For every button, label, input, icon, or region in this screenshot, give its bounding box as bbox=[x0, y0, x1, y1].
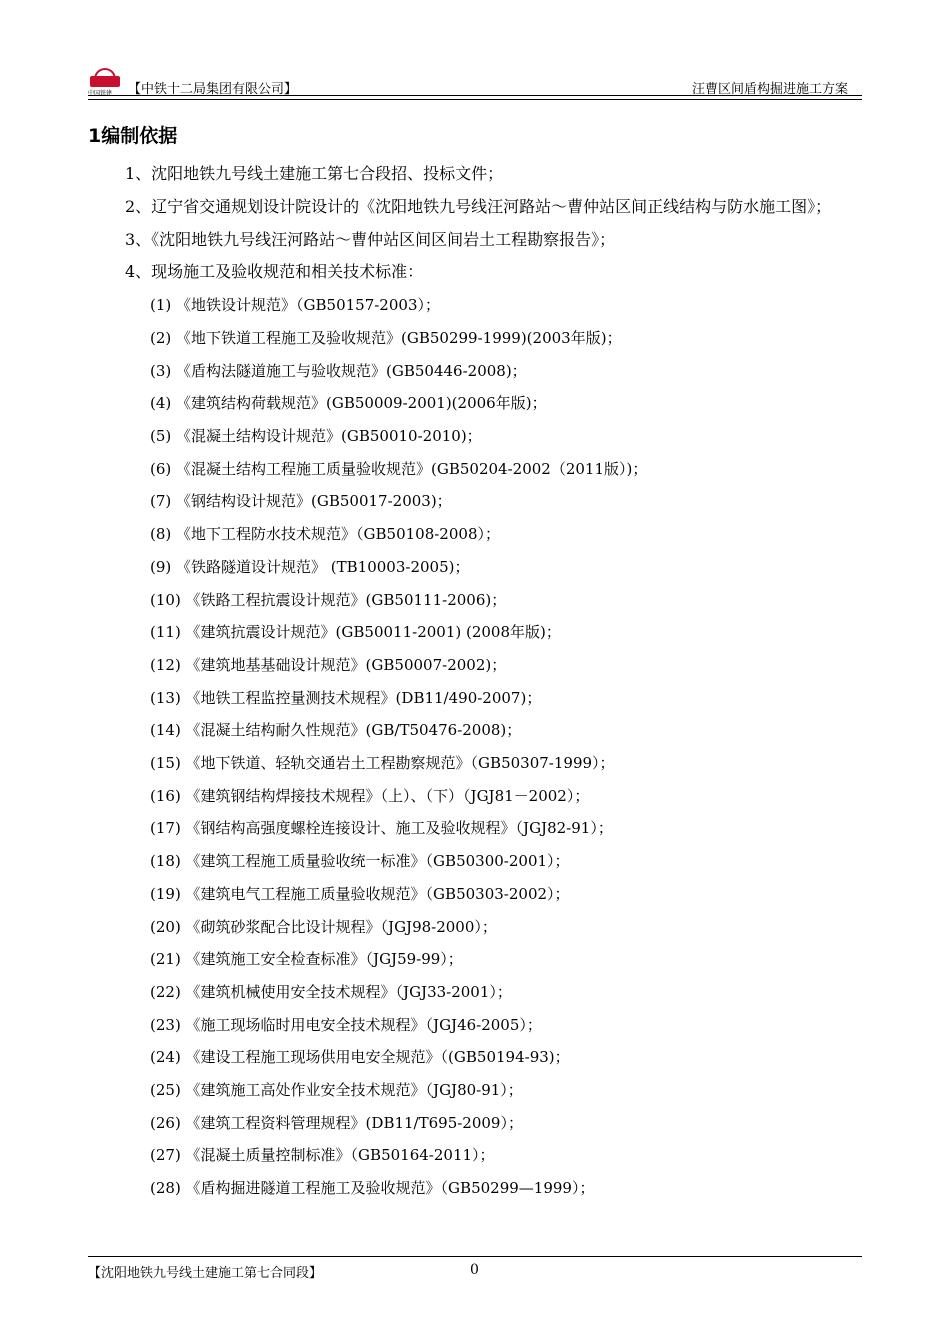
list-item: (22) 《建筑机械使用安全技术规程》（JGJ33-2001）； bbox=[150, 982, 512, 1001]
paragraph: 3、《沈阳地铁九号线汪河路站～曹仲站区间区间岩土工程勘察报告》； bbox=[125, 229, 616, 249]
list-item: (10) 《铁路工程抗震设计规范》(GB50111-2006)； bbox=[150, 590, 507, 609]
list-item: (9) 《铁路隧道设计规范》 (TB10003-2005)； bbox=[150, 557, 470, 576]
document-title: 汪曹区间盾构掘进施工方案 bbox=[691, 82, 848, 97]
list-item: (20) 《砌筑砂浆配合比设计规程》（JGJ98-2000）； bbox=[150, 917, 497, 936]
logo-text: 中国铁建 bbox=[88, 90, 113, 97]
list-item: (14) 《混凝土结构耐久性规范》(GB/T50476-2008)； bbox=[150, 721, 522, 740]
paragraph: 1、沈阳地铁九号线土建施工第七合段招、投标文件； bbox=[125, 164, 504, 183]
list-item: (25) 《建筑施工高处作业安全技术规范》（JGJ80-91）； bbox=[150, 1081, 523, 1100]
paragraph: 2、辽宁省交通规划设计院设计的《沈阳地铁九号线汪河路站～曹仲站区间正线结构与防水施工图》； bbox=[125, 196, 832, 216]
header-rule bbox=[88, 95, 862, 96]
list-item: (6) 《混凝土结构工程施工质量验收规范》(GB50204-2002（2011版）)； bbox=[150, 459, 648, 478]
company-name: 【中铁十二局集团有限公司】 bbox=[128, 82, 298, 97]
standards-list bbox=[88, 289, 862, 1205]
section-heading: 1编制依据 bbox=[88, 125, 178, 147]
list-item: (13) 《地铁工程监控量测技术规程》(DB11/490-2007)； bbox=[150, 688, 542, 707]
header-rule-thin bbox=[88, 99, 862, 100]
page-header bbox=[88, 62, 862, 98]
page-content bbox=[88, 118, 862, 1205]
list-item: (4) 《建筑结构荷载规范》(GB50009-2001)(2006年版)； bbox=[150, 394, 547, 413]
crcc-logo-icon bbox=[88, 66, 124, 96]
list-item: (15) 《地下铁道、轻轨交通岩土工程勘察规范》（GB50307-1999）； bbox=[150, 754, 615, 773]
list-item: (21) 《建筑施工安全检查标准》（JGJ59-99）； bbox=[150, 950, 463, 969]
list-item: (16) 《建筑钢结构焊接技术规程》（上）、（下）（JGJ81－2002）； bbox=[150, 786, 590, 805]
list-item: (17) 《钢结构高强度螺栓连接设计、施工及验收规程》（JGJ82-91）； bbox=[150, 819, 613, 838]
list-item: (2) 《地下铁道工程施工及验收规范》(GB50299-1999)(2003年版)； bbox=[150, 328, 622, 347]
footer-section: 【沈阳地铁九号线土建施工第七合同段】 bbox=[88, 1266, 323, 1281]
list-item: (8) 《地下工程防水技术规范》（GB50108-2008）； bbox=[150, 525, 500, 544]
list-item: (7) 《钢结构设计规范》(GB50017-2003)； bbox=[150, 492, 452, 511]
list-item: (26) 《建筑工程资料管理规程》(DB11/T695-2009）； bbox=[150, 1113, 523, 1132]
footer-rule bbox=[88, 1256, 862, 1257]
list-item: (18) 《建筑工程施工质量验收统一标准》（GB50300-2001）； bbox=[150, 852, 570, 871]
list-item: (3) 《盾构法隧道施工与验收规范》(GB50446-2008)； bbox=[150, 361, 527, 380]
list-item: (19) 《建筑电气工程施工质量验收规范》（GB50303-2002）； bbox=[150, 884, 570, 903]
paragraph: 4、现场施工及验收规范和相关技术标准： bbox=[125, 262, 424, 282]
page-number: 0 bbox=[470, 1262, 479, 1278]
list-item: (5) 《混凝土结构设计规范》(GB50010-2010)； bbox=[150, 427, 482, 445]
list-item: (27) 《混凝土质量控制标准》（GB50164-2011）； bbox=[150, 1146, 495, 1165]
list-item: (1) 《地铁设计规范》（GB50157-2003）； bbox=[150, 296, 440, 315]
list-item: (11) 《建筑抗震设计规范》(GB50011-2001) (2008年版)； bbox=[150, 623, 561, 642]
list-item: (24) 《建设工程施工现场供用电安全规范》（(GB50194-93)； bbox=[150, 1048, 570, 1067]
list-item: (23) 《施工现场临时用电安全技术规程》（JGJ46-2005）； bbox=[150, 1015, 542, 1034]
list-item: (12) 《建筑地基基础设计规范》(GB50007-2002)； bbox=[150, 655, 507, 674]
list-item: (28) 《盾构掘进隧道工程施工及验收规范》（GB50299—1999）； bbox=[150, 1179, 595, 1198]
